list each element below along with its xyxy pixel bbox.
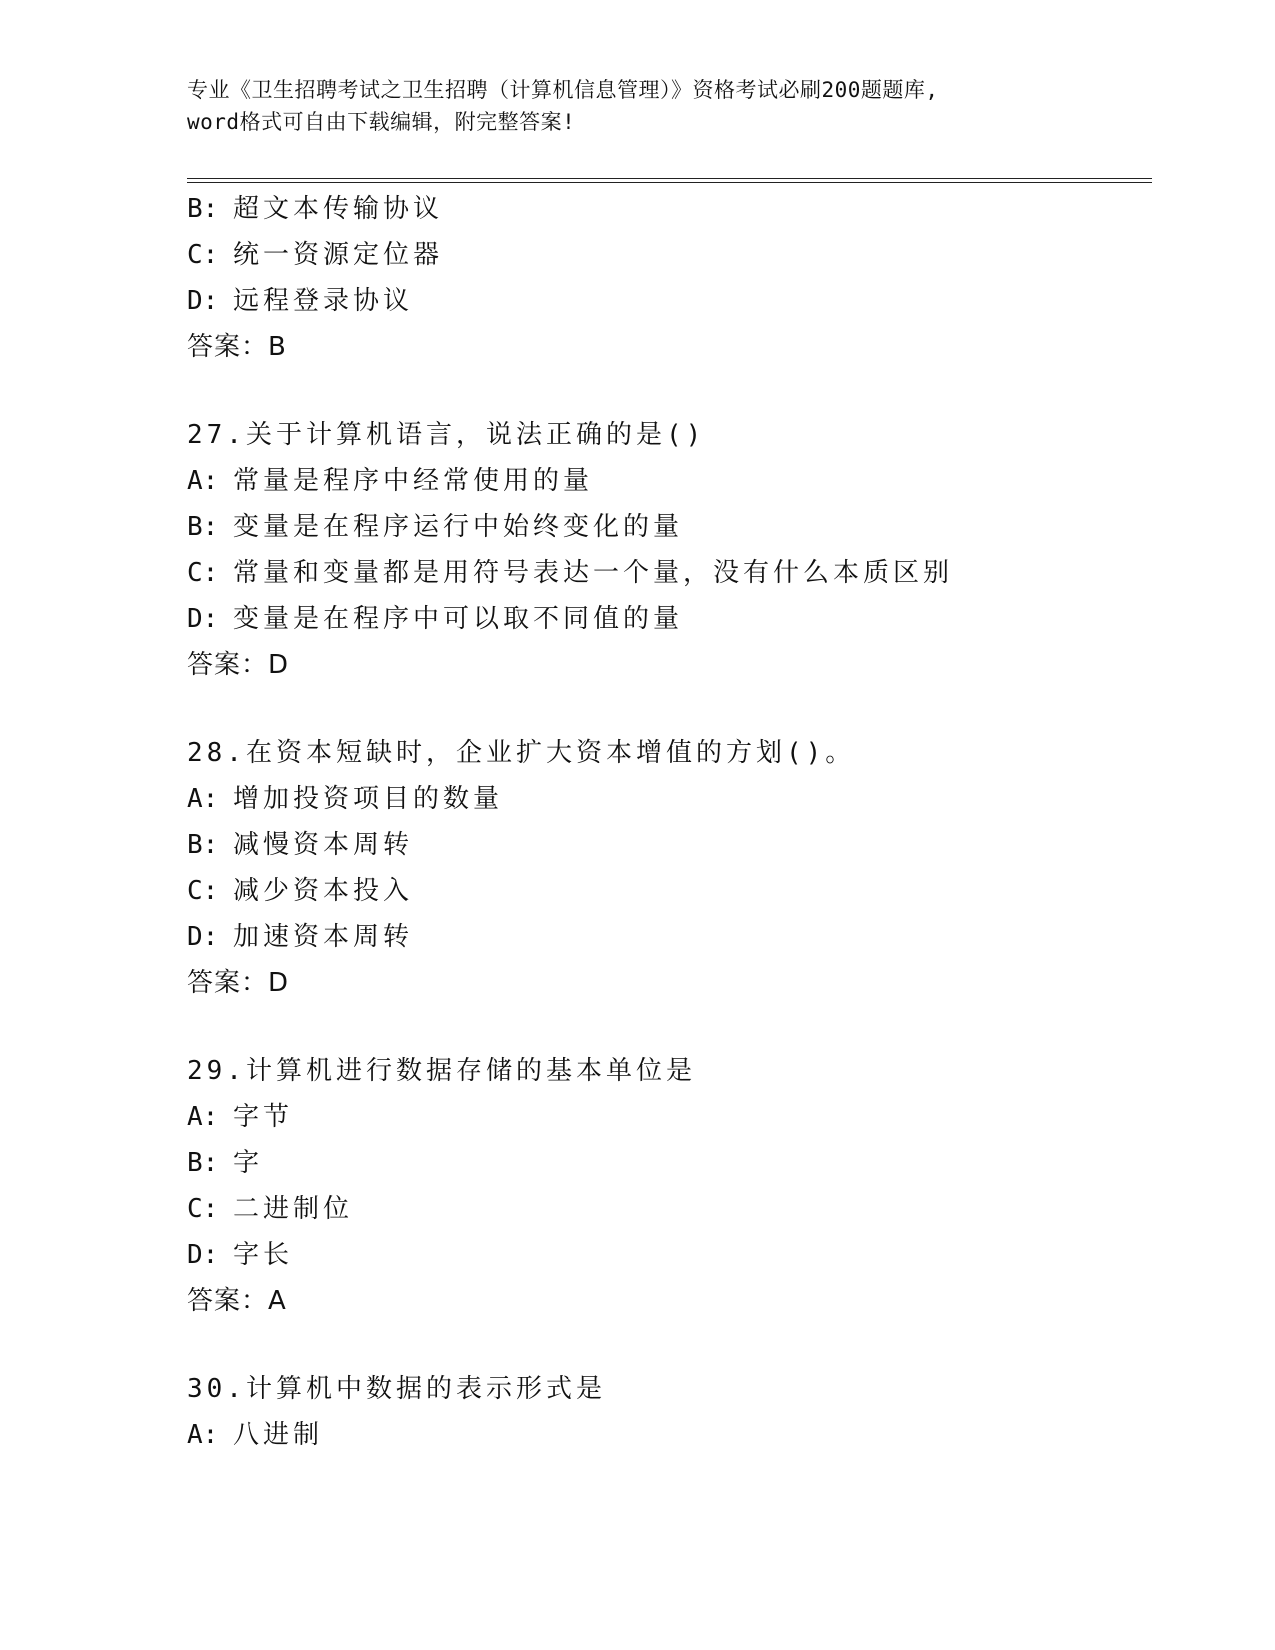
option-row [187,504,1147,550]
option-key: A: [187,784,219,814]
option-key: C: [187,558,219,588]
answer-line: 答案：B [187,332,287,362]
option-row [187,186,1147,232]
question-29 [187,1048,1147,1324]
answer-line: 答案：A [187,1286,287,1316]
option-row [187,914,1147,960]
option-row [187,232,1147,278]
option-text: 变量是在程序中可以取不同值的量 [233,604,684,634]
option-key: C: [187,876,219,906]
answer-line: 答案：D [187,968,290,998]
option-row [187,776,1147,822]
option-text: 常量是程序中经常使用的量 [233,466,594,496]
option-text: 超文本传输协议 [233,194,444,224]
option-row [187,1412,1147,1458]
header-line-1: 专业《卫生招聘考试之卫生招聘（计算机信息管理）》资格考试必刷200题题库, [187,78,939,102]
option-text: 减少资本投入 [233,876,414,906]
option-key: B: [187,1148,219,1178]
option-key: D: [187,604,219,634]
option-text: 八进制 [233,1420,324,1450]
option-text: 减慢资本周转 [233,830,414,860]
header-line-2: word格式可自由下载编辑，附完整答案! [187,110,576,134]
option-key: C: [187,1194,219,1224]
option-row [187,1094,1147,1140]
option-row [187,458,1147,504]
question-26-continued [187,186,1147,370]
option-text: 字节 [233,1102,294,1132]
option-text: 字 [233,1148,264,1178]
option-text: 字长 [233,1240,294,1270]
option-row [187,596,1147,642]
option-text: 变量是在程序运行中始终变化的量 [233,512,684,542]
option-row [187,822,1147,868]
option-row [187,1140,1147,1186]
option-text: 加速资本周转 [233,922,414,952]
option-key: D: [187,1240,219,1270]
option-key: A: [187,466,219,496]
question-stem: 27.关于计算机语言，说法正确的是() [187,420,706,450]
answer-line: 答案：D [187,650,290,680]
question-28 [187,730,1147,1006]
option-text: 常量和变量都是用符号表达一个量，没有什么本质区别 [233,558,954,588]
option-row [187,550,1147,596]
spacer [187,1324,1147,1366]
question-30 [187,1366,1147,1458]
option-text: 统一资源定位器 [233,240,444,270]
spacer [187,1006,1147,1048]
question-stem: 28.在资本短缺时，企业扩大资本增值的方划()。 [187,738,856,768]
option-row [187,1186,1147,1232]
option-key: B: [187,194,219,224]
header-divider [187,178,1152,183]
spacer [187,370,1147,412]
option-key: A: [187,1102,219,1132]
option-key: B: [187,830,219,860]
option-text: 远程登录协议 [233,286,414,316]
option-key: B: [187,512,219,542]
question-content [187,186,1147,1458]
option-key: D: [187,922,219,952]
spacer [187,688,1147,730]
option-row [187,1232,1147,1278]
question-stem: 29.计算机进行数据存储的基本单位是 [187,1056,696,1086]
page-header [187,74,1087,138]
option-key: C: [187,240,219,270]
option-row [187,868,1147,914]
option-text: 二进制位 [233,1194,354,1224]
option-key: D: [187,286,219,316]
option-text: 增加投资项目的数量 [233,784,504,814]
question-stem: 30.计算机中数据的表示形式是 [187,1374,606,1404]
option-key: A: [187,1420,219,1450]
option-row [187,278,1147,324]
question-27 [187,412,1147,688]
